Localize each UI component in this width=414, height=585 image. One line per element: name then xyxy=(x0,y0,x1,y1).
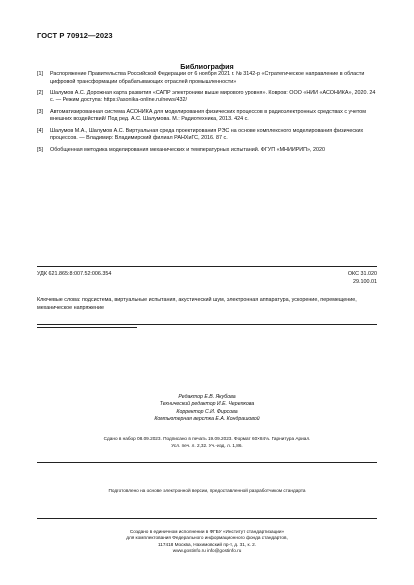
standard-header: ГОСТ Р 70912—2023 xyxy=(37,31,113,40)
divider-publisher xyxy=(37,518,377,519)
publisher-line-1: Создано в единичном исполнении в ФГБУ «Институт стандартизации» xyxy=(129,529,285,534)
prepared-notice: Подготовлено на основе электронной версии, предоставленной разработчиком стандарта xyxy=(108,488,306,493)
bibliography-item xyxy=(37,90,377,105)
publisher-address: 117418 Москва, Нахимовский пр-т, д. 31, к. 2. xyxy=(157,541,257,547)
item-number: [2] xyxy=(37,89,43,96)
bibliography-list xyxy=(37,71,377,158)
divider-short xyxy=(37,327,137,328)
bibliography-title: Библиография xyxy=(180,62,234,71)
publisher-contacts: www.gostinfo.ru info@gostinfo.ru xyxy=(172,548,242,554)
item-number: [1] xyxy=(37,71,43,77)
imprint-line-1: Сдано в набор 08.09.2023. Подписано в печать 19.09.2023. Формат 60×84⅛. Гарнитура Ариал. xyxy=(103,436,311,441)
credits-block xyxy=(0,394,414,423)
udk-code: УДК 621.865:8:007.52:006.354 xyxy=(37,271,112,277)
bibliography-item xyxy=(37,109,377,124)
item-text: Шалумов М.А., Шалумов А.С. Виртуальная среда проектирования РЭС на основе комплексного моделирования физических процессов. — Владимир: Владимирский филиал РАНХиГС, 2016. 87 с. xyxy=(50,127,364,142)
bibliography-item xyxy=(37,147,377,155)
layout-line: Компьютерная верстка Е.А. Кондрашовой xyxy=(154,415,260,422)
bibliography-item xyxy=(37,71,377,86)
item-text: Автоматизированная система АСОНИКА для моделирования физических процессов в радиоэлектронных средствах с учетом внешних воздействий/ Под ред. А.С. Шалумова. М.: Радиотехника, 2013. 424 с. xyxy=(50,108,366,123)
divider-keywords xyxy=(37,324,377,325)
keywords: Ключевые слова: подсистема, виртуальные испытания, акустический шум, электронная аппаратура, ускорение, перемещение, механическое напряжение xyxy=(37,297,357,311)
item-text: Шалумов А.С. Дорожная карта развития «САПР электроники выше мирового уровня». Ковров: ООО «НИИ «АСОНИКА», 2020. 24 с. — Режим доступа: https://asonika-online.ru/news/432/ xyxy=(50,89,376,104)
tech-editor-line: Технический редактор И.Е. Черепкова xyxy=(159,401,255,408)
imprint-line-2: Усл. печ. л. 2,32. Уч.-изд. л. 1,86. xyxy=(171,443,243,448)
oks-line-2: 29.100.01 xyxy=(353,278,377,285)
publisher-block xyxy=(0,529,414,555)
bibliography-item xyxy=(37,128,377,143)
corrector-line: Корректор С.И. Фирсова xyxy=(176,408,238,415)
oks-code xyxy=(320,271,377,286)
item-text: Обобщенная методика моделирования механических и температурных испытаний. ФГУП «МНИИРИП», 2020 xyxy=(50,146,326,153)
publisher-line-2: для комплектования Федерального информационного фонда стандартов, xyxy=(126,535,288,541)
item-number: [3] xyxy=(37,108,43,115)
divider-top xyxy=(37,266,377,267)
editor-line: Редактор Е.В. Якубова xyxy=(178,394,236,400)
item-number: [5] xyxy=(37,146,43,153)
oks-line-1: ОКС 31.020 xyxy=(347,271,377,277)
item-number: [4] xyxy=(37,127,43,134)
item-text: Распоряжение Правительства Российской Федерации от 6 ноября 2021 г. № 3142-р «Стратегическое направление в области цифровой трансформации обрабатывающих отраслей промышленности» xyxy=(50,71,365,85)
divider-imprint xyxy=(37,462,377,463)
